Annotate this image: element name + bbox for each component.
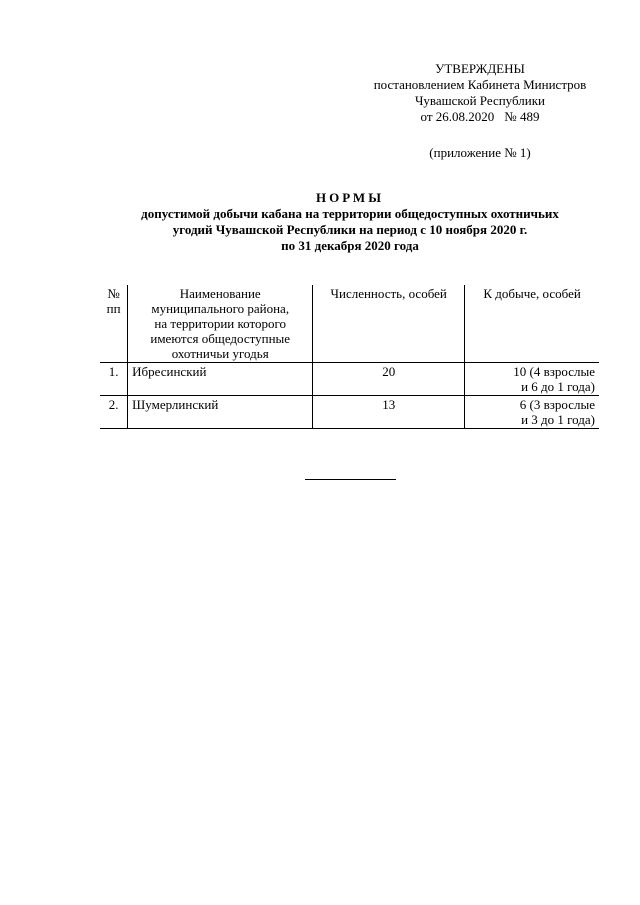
table-row bbox=[100, 363, 599, 396]
table-header-row bbox=[100, 285, 599, 363]
row-num: 2. bbox=[100, 396, 128, 429]
header-quota: К добыче, особей bbox=[465, 285, 599, 363]
approval-republic: Чувашской Республики bbox=[414, 93, 546, 108]
approval-stamp bbox=[330, 61, 630, 125]
title-line-2: угодий Чувашской Республики на период с 10 ноября 2020 г. bbox=[172, 222, 528, 237]
header-name: Наименование муниципального района, на территории которого имеются общедоступные охотничьи угодья bbox=[128, 285, 313, 363]
row-district: Ибресинский bbox=[128, 363, 313, 396]
end-divider bbox=[305, 479, 396, 480]
approval-authority: постановлением Кабинета Министров bbox=[373, 77, 587, 92]
row-count: 20 bbox=[313, 363, 465, 396]
document-title bbox=[100, 190, 600, 254]
approval-date-line bbox=[330, 109, 630, 125]
approval-title: УТВЕРЖДЕНЫ bbox=[435, 61, 525, 76]
row-quota: 6 (3 взрослые и 3 до 1 года) bbox=[465, 396, 599, 429]
row-num: 1. bbox=[100, 363, 128, 396]
row-count: 13 bbox=[313, 396, 465, 429]
header-count: Численность, особей bbox=[313, 285, 465, 363]
row-quota: 10 (4 взрослые и 6 до 1 года) bbox=[465, 363, 599, 396]
approval-date: от 26.08.2020 bbox=[420, 109, 495, 124]
title-heading: НОРМЫ bbox=[316, 190, 384, 205]
title-line-1: допустимой добычи кабана на территории общедоступных охотничьих bbox=[141, 206, 559, 221]
title-line-3: по 31 декабря 2020 года bbox=[281, 238, 419, 253]
norms-table bbox=[100, 285, 599, 429]
header-num: № пп bbox=[100, 285, 128, 363]
row-district: Шумерлинский bbox=[128, 396, 313, 429]
approval-number: № 489 bbox=[504, 109, 540, 124]
table-row bbox=[100, 396, 599, 429]
appendix-label: (приложение № 1) bbox=[429, 145, 531, 160]
